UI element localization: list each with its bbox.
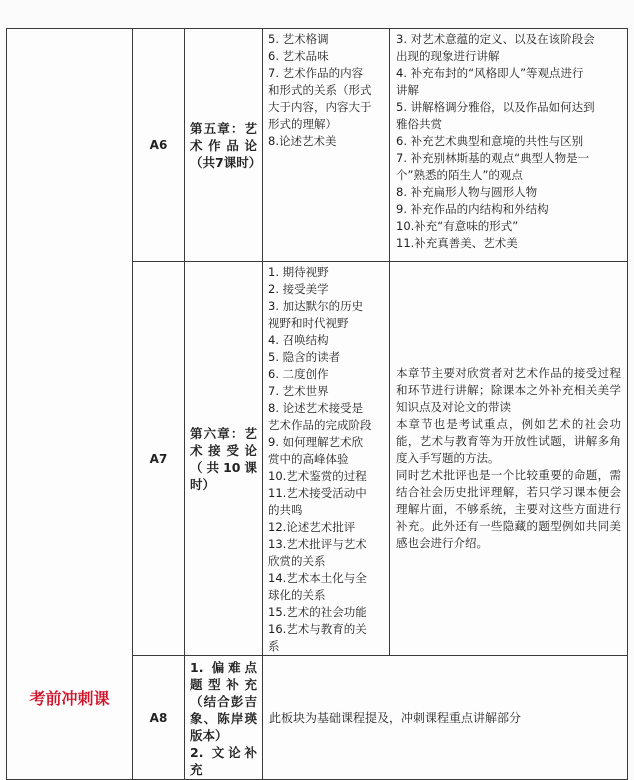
topic-item: 15.艺术的社会功能 bbox=[268, 605, 367, 619]
note-line: 个”熟悉的陌生人”的观点 bbox=[396, 168, 523, 182]
topic-item: 8.论述艺术美 bbox=[268, 134, 337, 148]
topic-item: 7. 艺术作品的内容 bbox=[268, 66, 364, 80]
topic-item: 的共鸣 bbox=[268, 503, 303, 517]
table-row-a6 bbox=[7, 29, 628, 262]
topic-item: 7. 艺术世界 bbox=[268, 384, 329, 398]
note-paragraph: 本章节主要对欣赏者对艺术作品的接受过程和环节进行讲解；除课本之外补充相关美学知识点及对论文的带读 bbox=[396, 366, 621, 414]
note-line: 11.补充真善美、艺术美 bbox=[396, 236, 518, 250]
row-code: A7 bbox=[149, 451, 168, 466]
row-code-cell bbox=[133, 262, 185, 656]
topic-item: 和形式的关系（形式 bbox=[268, 83, 372, 97]
row-description bbox=[263, 656, 628, 780]
topic-item: 16.艺术与教育的关 bbox=[268, 622, 367, 636]
topic-list bbox=[263, 29, 390, 262]
topic-item: 8. 论述艺术接受是 bbox=[268, 401, 364, 415]
topic-item: 2. 接受美学 bbox=[268, 282, 329, 296]
topic-item: 系 bbox=[268, 639, 280, 653]
topic-item: 形式的理解） bbox=[268, 117, 337, 131]
topic-item: 11.艺术接受活动中 bbox=[268, 486, 367, 500]
row-code: A8 bbox=[149, 710, 168, 725]
chapter-item: 2. 文论补充 bbox=[190, 745, 257, 777]
topic-item: 5. 隐含的读者 bbox=[268, 350, 341, 364]
note-line: 10.补充“有意味的形式” bbox=[396, 219, 519, 233]
note-line: 7. 补充别林斯基的观点“典型人物是一 bbox=[396, 151, 590, 165]
note-line: 9. 补充作品的内结构和外结构 bbox=[396, 202, 549, 216]
notes-paragraphs bbox=[390, 262, 628, 656]
topic-item: 6. 艺术品味 bbox=[268, 49, 329, 63]
chapter-title: 第六章：艺术接受论（共10课时） bbox=[185, 262, 263, 656]
note-line: 3. 对艺术意蕴的定义、以及在该阶段会 bbox=[396, 32, 595, 46]
row-code: A6 bbox=[149, 138, 168, 152]
description-text: 此板块为基础课程提及，冲刺课程重点讲解部分 bbox=[269, 711, 522, 725]
topic-item: 14.艺术本土化与全 bbox=[268, 571, 367, 585]
topic-item: 12.论述艺术批评 bbox=[268, 520, 356, 534]
row-code-cell bbox=[133, 656, 185, 780]
topic-item: 5. 艺术格调 bbox=[268, 32, 329, 46]
topic-item: 欣赏的关系 bbox=[268, 554, 326, 568]
topic-item: 艺术作品的完成阶段 bbox=[268, 418, 372, 432]
note-line: 6. 补充艺术典型和意境的共性与区别 bbox=[396, 134, 584, 148]
topic-item: 赏中的高峰体验 bbox=[268, 452, 349, 466]
topic-item: 大于内容，内容大于 bbox=[268, 100, 372, 114]
row-code-cell bbox=[133, 29, 185, 262]
topic-item: 9. 如何理解艺术欣 bbox=[268, 435, 364, 449]
chapter-title: 第五章：艺术作品论（共7课时） bbox=[185, 29, 263, 262]
note-line: 雅俗共赏 bbox=[396, 117, 442, 131]
note-paragraph: 同时艺术批评也是一个比较重要的命题，需结合社会历史批评理解，若只学习课本便会理解片面，不够系统，主要对这些方面进行补充。此外还有一些隐藏的题型例如共同美感也会进行介绍。 bbox=[396, 468, 621, 550]
topic-item: 3. 加达默尔的历史 bbox=[268, 299, 364, 313]
course-table bbox=[6, 28, 628, 780]
note-line: 5. 讲解格调分雅俗，以及作品如何达到 bbox=[396, 100, 595, 114]
note-line: 讲解 bbox=[396, 83, 419, 97]
topic-item: 10.艺术鉴赏的过程 bbox=[268, 469, 367, 483]
topic-item: 1. 期待视野 bbox=[268, 265, 329, 279]
chapter-item: 1. 偏难点题型补充（结合彭吉象、陈岸瑛版本） bbox=[190, 660, 257, 743]
topic-item: 13.艺术批评与艺术 bbox=[268, 537, 367, 551]
note-line: 8. 补充扁形人物与圆形人物 bbox=[396, 185, 538, 199]
topic-item: 4. 召唤结构 bbox=[268, 333, 329, 347]
category-label: 考前冲刺课 bbox=[29, 689, 110, 708]
note-line: 4. 补充布封的“风格即人”等观点进行 bbox=[396, 66, 584, 80]
topic-list bbox=[263, 262, 390, 656]
topic-item: 6. 二度创作 bbox=[268, 367, 329, 381]
topic-item: 球化的关系 bbox=[268, 588, 326, 602]
chapter-items bbox=[185, 656, 263, 780]
note-line: 出现的现象进行讲解 bbox=[396, 49, 500, 63]
topic-item: 视野和时代视野 bbox=[268, 316, 349, 330]
note-paragraph: 本章节也是考试重点，例如艺术的社会功能，艺术与教育等为开放性试题，讲解多角度入手写题的方法。 bbox=[396, 417, 621, 465]
notes-list bbox=[390, 29, 628, 262]
category-cell bbox=[7, 29, 133, 780]
